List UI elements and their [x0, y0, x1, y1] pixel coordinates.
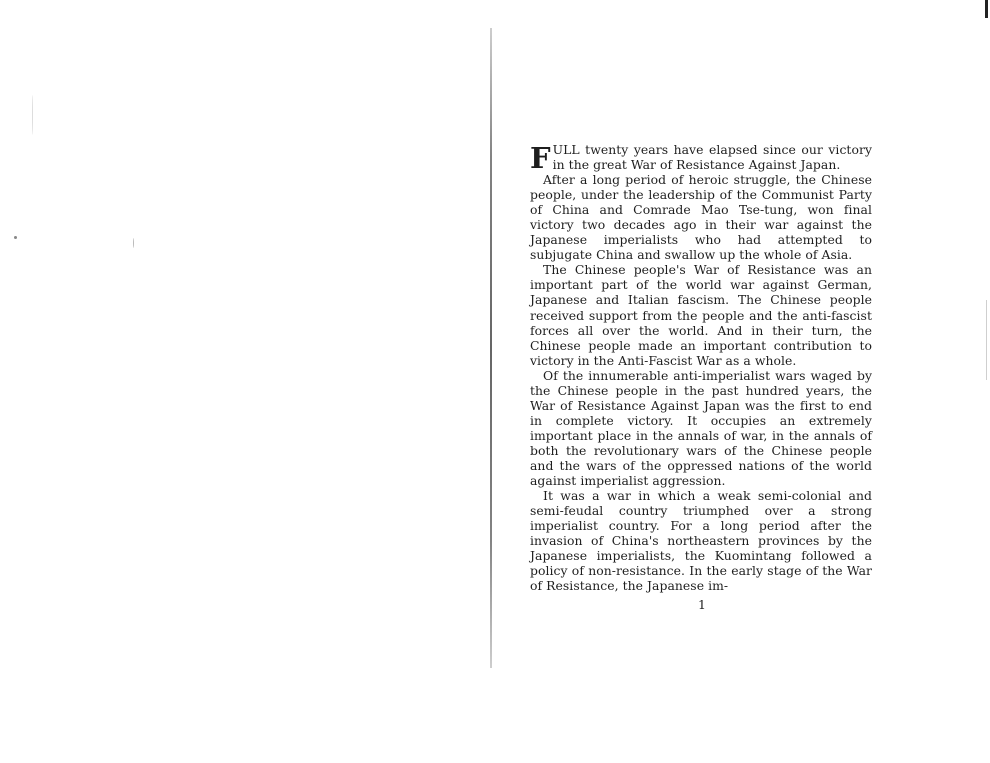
paragraph: It was a war in which a weak semi-colonial and semi-feudal country triumphed over a strong imperialist country. For a long period after the invasion of China's northeastern provinces by the Japanese imperialists, the Kuomintang followed a policy of non-resistance. In the early stage of the War of Resistance, the Japanese im- [530, 488, 872, 594]
scan-speck [14, 236, 17, 239]
scan-speck [133, 238, 134, 248]
opening-text: ULL twenty years have elapsed since our victory in the great War of Resistance Against Japan. [552, 142, 872, 173]
paragraph: Of the innumerable anti-imperialist wars waged by the Chinese people in the past hundred years, the War of Resistance Against Japan was the first to end in complete victory. It occupies an extremely important place in the annals of war, in the annals of both the revolutionary wars of the Chinese people and the wars of the oppressed nations of the world against imperialist aggression. [530, 367, 872, 489]
page-edge-mark [985, 0, 988, 18]
opening-paragraph [530, 141, 872, 175]
scan-speck [32, 95, 33, 135]
paragraph: After a long period of heroic struggle, the Chinese people, under the leadership of the Communist Party of China and Comrade Mao Tse-tung, won final victory two decades ago in their war against the Japanese imperialists who had attempted to subjugate China and swallow up the whole of Asia. [530, 172, 872, 263]
page-edge-shadow [986, 300, 987, 380]
page-number: 1 [698, 597, 706, 612]
drop-cap: F [530, 141, 551, 175]
page-body-text [530, 142, 872, 593]
book-gutter [490, 28, 492, 668]
paragraph: The Chinese people's War of Resistance was an important part of the world war against German, Japanese and Italian fascism. The Chinese people received support from the people and the anti-fascist forces all over the world. And in their turn, the Chinese people made an important contribution to victory in the Anti-Fascist War as a whole. [530, 262, 872, 368]
